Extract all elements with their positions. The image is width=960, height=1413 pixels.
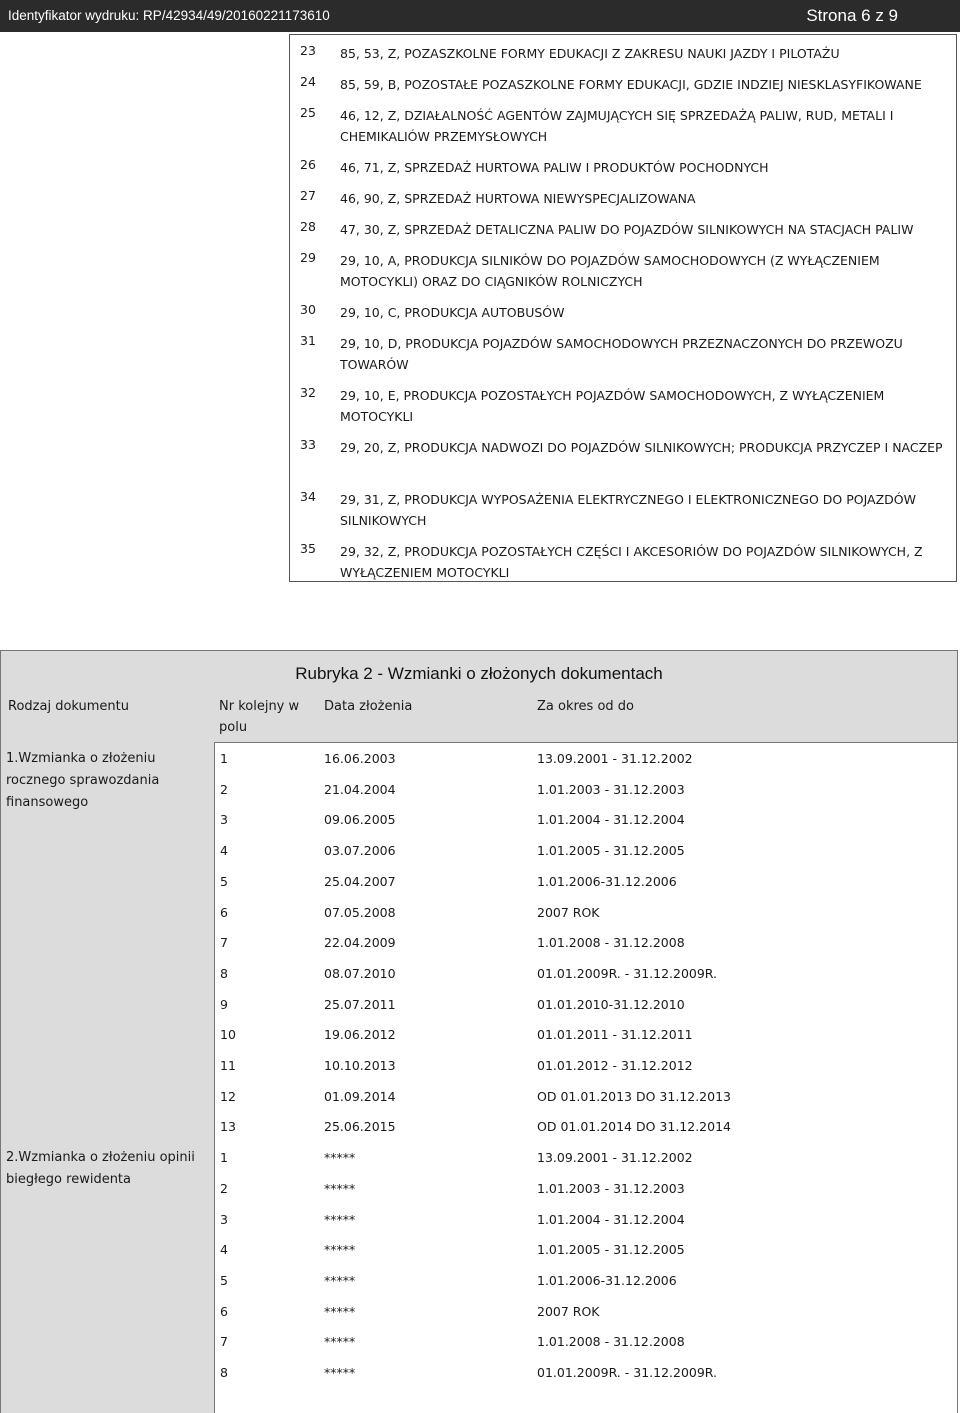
record-number: 4	[220, 843, 228, 858]
row-text: 85, 53, Z, POZASZKOLNE FORMY EDUKACJI Z ZAKRESU NAUKI JAZDY I PILOTAŻU	[340, 46, 840, 61]
record-date: 01.09.2014	[324, 1089, 396, 1104]
record-number: 11	[220, 1058, 236, 1073]
row-number: 34	[300, 489, 316, 504]
record-number: 2	[220, 1181, 228, 1196]
row-number: 31	[300, 333, 316, 348]
row-text: 29, 32, Z, PRODUKCJA POZOSTAŁYCH CZĘŚCI I AKCESORIÓW DO POJAZDÓW SILNIKOWYCH, Z WYŁĄCZENIEM MOTOCYKLI	[340, 544, 923, 580]
row-number: 25	[300, 105, 316, 120]
row-number: 30	[300, 302, 316, 317]
print-header-bar	[0, 0, 960, 32]
record-period: OD 01.01.2014 DO 31.12.2014	[537, 1119, 731, 1134]
record-period: 01.01.2009R. - 31.12.2009R.	[537, 1365, 718, 1380]
row-number: 29	[300, 250, 316, 265]
record-date: 22.04.2009	[324, 935, 396, 950]
record-date: 25.04.2007	[324, 874, 396, 889]
record-period: 1.01.2008 - 31.12.2008	[537, 935, 685, 950]
column-header-period: Za okres od do	[537, 699, 634, 714]
document-type-financial-statement: 1.Wzmianka o złożeniu rocznego sprawozdania finansowego	[6, 751, 160, 810]
record-number: 13	[220, 1119, 236, 1134]
record-number: 2	[220, 782, 228, 797]
record-date: 16.06.2003	[324, 751, 396, 766]
row-number: 32	[300, 385, 316, 400]
record-period: 01.01.2011 - 31.12.2011	[537, 1027, 693, 1042]
record-period: 1.01.2005 - 31.12.2005	[537, 843, 685, 858]
record-period: 13.09.2001 - 31.12.2002	[537, 1150, 693, 1165]
record-date: 10.10.2013	[324, 1058, 396, 1073]
record-period: 1.01.2004 - 31.12.2004	[537, 1212, 685, 1227]
record-date: 19.06.2012	[324, 1027, 396, 1042]
page-indicator: Strona 6 z 9	[806, 6, 898, 25]
record-date: 21.04.2004	[324, 782, 396, 797]
record-period: 1.01.2003 - 31.12.2003	[537, 1181, 685, 1196]
row-number: 27	[300, 188, 316, 203]
pkd-activity-table	[289, 34, 957, 582]
record-date: 08.07.2010	[324, 966, 396, 981]
row-number: 23	[300, 43, 316, 58]
record-number: 6	[220, 905, 228, 920]
row-number: 35	[300, 541, 316, 556]
row-text: 29, 10, A, PRODUKCJA SILNIKÓW DO POJAZDÓW SAMOCHODOWYCH (Z WYŁĄCZENIEM MOTOCYKLI) ORAZ DO CIĄGNIKÓW ROLNICZYCH	[340, 253, 880, 289]
row-text: 29, 10, E, PRODUKCJA POZOSTAŁYCH POJAZDÓW SAMOCHODOWYCH, Z WYŁĄCZENIEM MOTOCYKLI	[340, 388, 885, 424]
record-number: 3	[220, 812, 228, 827]
record-number: 10	[220, 1027, 236, 1042]
record-number: 7	[220, 1334, 228, 1349]
row-text: 29, 10, C, PRODUKCJA AUTOBUSÓW	[340, 305, 565, 320]
record-period: 1.01.2004 - 31.12.2004	[537, 812, 685, 827]
record-number: 1	[220, 751, 228, 766]
record-period: 1.01.2003 - 31.12.2003	[537, 782, 685, 797]
record-number: 8	[220, 966, 228, 981]
row-text: 29, 10, D, PRODUKCJA POJAZDÓW SAMOCHODOWYCH PRZEZNACZONYCH DO PRZEWOZU TOWARÓW	[340, 336, 903, 372]
record-date: *****	[324, 1242, 356, 1257]
record-period: 2007 ROK	[537, 905, 600, 920]
record-period: 1.01.2008 - 31.12.2008	[537, 1334, 685, 1349]
record-period: 01.01.2012 - 31.12.2012	[537, 1058, 693, 1073]
column-header-type: Rodzaj dokumentu	[8, 699, 129, 714]
record-period: 1.01.2005 - 31.12.2005	[537, 1242, 685, 1257]
record-period: 13.09.2001 - 31.12.2002	[537, 751, 693, 766]
record-date: *****	[324, 1273, 356, 1288]
record-period: OD 01.01.2013 DO 31.12.2013	[537, 1089, 731, 1104]
header-divider	[214, 742, 957, 743]
column-divider	[214, 742, 215, 1413]
record-date: 03.07.2006	[324, 843, 396, 858]
record-date: *****	[324, 1304, 356, 1319]
row-text: 29, 31, Z, PRODUKCJA WYPOSAŻENIA ELEKTRYCZNEGO I ELEKTRONICZNEGO DO POJAZDÓW SILNIKOWYCH	[340, 492, 916, 528]
row-text: 29, 20, Z, PRODUKCJA NADWOZI DO POJAZDÓW SILNIKOWYCH; PRODUKCJA PRZYCZEP I NACZEP	[340, 440, 943, 455]
column-header-date: Data złożenia	[324, 699, 413, 714]
record-number: 7	[220, 935, 228, 950]
record-number: 5	[220, 874, 228, 889]
section-title: Rubryka 2 - Wzmianki o złożonych dokumentach	[295, 664, 663, 683]
record-date: 09.06.2005	[324, 812, 396, 827]
row-number: 26	[300, 157, 316, 172]
record-date: *****	[324, 1150, 356, 1165]
record-number: 5	[220, 1273, 228, 1288]
row-text: 46, 71, Z, SPRZEDAŻ HURTOWA PALIW I PRODUKTÓW POCHODNYCH	[340, 160, 769, 175]
record-date: *****	[324, 1365, 356, 1380]
record-period: 2007 ROK	[537, 1304, 600, 1319]
record-date: 07.05.2008	[324, 905, 396, 920]
record-number: 9	[220, 997, 228, 1012]
record-date: *****	[324, 1212, 356, 1227]
record-period: 1.01.2006-31.12.2006	[537, 1273, 677, 1288]
row-text: 46, 90, Z, SPRZEDAŻ HURTOWA NIEWYSPECJALIZOWANA	[340, 191, 696, 206]
record-date: *****	[324, 1334, 356, 1349]
record-period: 01.01.2010-31.12.2010	[537, 997, 685, 1012]
row-number: 28	[300, 219, 316, 234]
record-number: 12	[220, 1089, 236, 1104]
record-date: 25.06.2015	[324, 1119, 396, 1134]
document-type-auditor-opinion: 2.Wzmianka o złożeniu opinii biegłego rewidenta	[6, 1150, 195, 1187]
row-number: 24	[300, 74, 316, 89]
print-identifier: Identyfikator wydruku: RP/42934/49/20160221173610	[8, 8, 330, 23]
record-number: 1	[220, 1150, 228, 1165]
column-header-number: Nr kolejny w polu	[219, 699, 300, 735]
row-text: 85, 59, B, POZOSTAŁE POZASZKOLNE FORMY EDUKACJI, GDZIE INDZIEJ NIESKLASYFIKOWANE	[340, 77, 922, 92]
record-number: 4	[220, 1242, 228, 1257]
row-number: 33	[300, 437, 316, 452]
record-number: 6	[220, 1304, 228, 1319]
record-period: 1.01.2006-31.12.2006	[537, 874, 677, 889]
record-period: 01.01.2009R. - 31.12.2009R.	[537, 966, 718, 981]
row-text: 47, 30, Z, SPRZEDAŻ DETALICZNA PALIW DO POJAZDÓW SILNIKOWYCH NA STACJACH PALIW	[340, 222, 914, 237]
record-date: 25.07.2011	[324, 997, 396, 1012]
record-number: 3	[220, 1212, 228, 1227]
record-number: 8	[220, 1365, 228, 1380]
record-date: *****	[324, 1181, 356, 1196]
row-text: 46, 12, Z, DZIAŁALNOŚĆ AGENTÓW ZAJMUJĄCYCH SIĘ SPRZEDAŻĄ PALIW, RUD, METALI I CHEMIKALIÓW PRZEMYSŁOWYCH	[340, 108, 894, 144]
